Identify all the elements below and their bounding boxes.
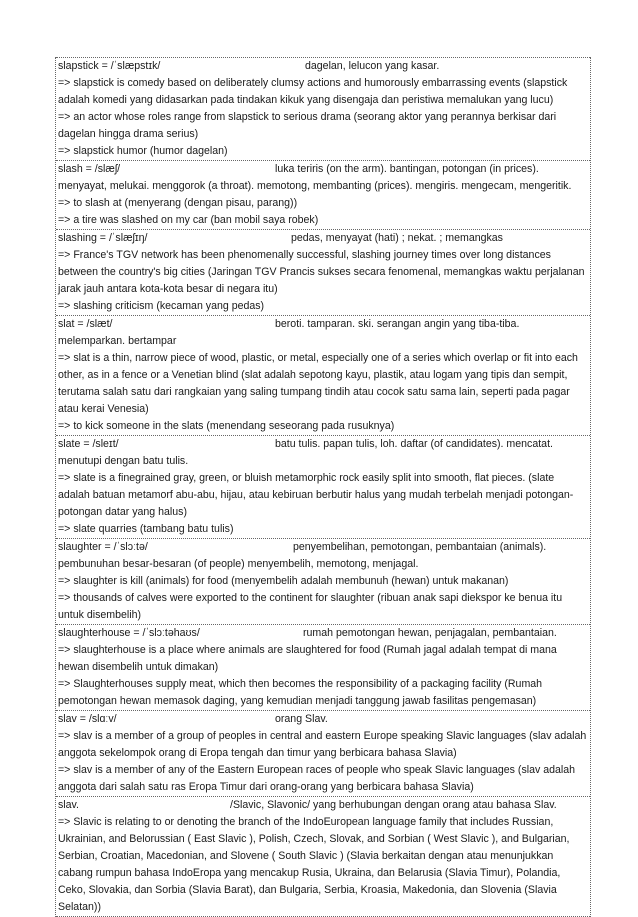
entry-gloss: penyembelihan, pemotongan, pembantaian (animals). [293, 541, 547, 553]
entry-term: slaughter = /ˈslɔːtə/ [58, 541, 148, 553]
dictionary-entry [56, 315, 590, 435]
entry-term: slash = /slæʃ/ [58, 163, 121, 175]
entry-headword-row [58, 797, 588, 814]
example-sentence: => slapstick humor (humor dagelan) [58, 145, 228, 157]
entry-term: slav = /slɑːv/ [58, 713, 117, 725]
entry-headword-row [58, 711, 588, 728]
entry-headword-row [58, 230, 588, 247]
entry-headword-row [58, 161, 588, 178]
entry-headword-row [58, 436, 588, 453]
example-sentence: => Slaughterhouses supply meat, which then becomes the responsibility of a packaging facility (Rumah pemotongan hewan memasok daging, yang kemudian menjadi tanggung jawab fasilitas pengemasan) [58, 678, 543, 707]
entry-gloss: pedas, menyayat (hati) ; nekat. ; memangkas [291, 232, 503, 244]
dictionary-entry [56, 624, 590, 710]
dictionary-entry [56, 538, 590, 624]
example-sentence: => Slavic is relating to or denoting the branch of the IndoEuropean language family that includes Russian, Ukrainian, and Belorussian ( East Slavic ), Polish, Czech, Slovak, and Sorbian ( West Slavic ), and Bulgarian, Serbian, Croatian, Macedonian, and Slovene ( South Slavic ) (Slavia berkaitan dengan atau menunjukkan cabang rumpun bahasa IndoEropa yang mencakup Rusia, Ukraina, dan Belarusia (Slavia Timur), Polandia, Ceko, Slovakia, dan Sorbia (Slavia Barat), dan Bulgaria, Serbia, Kroasia, Makedonia, dan Slovenia (Slavia Selatan)) [58, 816, 570, 913]
example-sentence: => slashing criticism (kecaman yang pedas) [58, 300, 265, 312]
example-sentence: => to kick someone in the slats (menendang seseorang pada rusuknya) [58, 420, 395, 432]
entry-headword-row [58, 539, 588, 556]
example-sentence: => slaughterhouse is a place where animals are slaughtered for food (Rumah jagal adalah tempat di mana hewan disembelih untuk dimakan) [58, 644, 557, 673]
entry-term: slat = /slæt/ [58, 318, 113, 330]
example-sentence: => slat is a thin, narrow piece of wood, plastic, or metal, especially one of a series which overlap or fit into each other, as in a fence or a Venetian blind (slat adalah sepotong kayu, plastik, atau logam yang tipis dan sempit, terutama salah satu dari rangkaian yang saling tumpang tindih atau cocok satu sama lain, seperti pada pagar atau kerai Venesia) [58, 352, 578, 415]
entry-gloss: /Slavic, Slavonic/ yang berhubungan dengan orang atau bahasa Slav. [230, 799, 557, 811]
entry-headword-row [58, 316, 588, 333]
entry-term: slapstick = /ˈslæpstɪk/ [58, 60, 161, 72]
entry-gloss: rumah pemotongan hewan, penjagalan, pembantaian. [303, 627, 557, 639]
example-sentence: => a tire was slashed on my car (ban mobil saya robek) [58, 214, 319, 226]
entry-gloss: batu tulis. papan tulis, loh. daftar (of candidates). mencatat. [275, 438, 553, 450]
entry-gloss: orang Slav. [275, 713, 328, 725]
dictionary-entry [56, 710, 590, 796]
entry-term: slate = /sleɪt/ [58, 438, 119, 450]
dictionary-entry [56, 435, 590, 538]
entry-gloss-continued: menyayat, melukai. menggorok (a throat). memotong, membanting (prices). mengiris. mengecam, mengeritik. [58, 180, 572, 192]
entry-term: slaughterhouse = /ˈslɔːtəhaʊs/ [58, 627, 200, 639]
example-sentence: => an actor whose roles range from slapstick to serious drama (seorang aktor yang perannya berkisar dari dagelan hingga drama serius) [58, 111, 557, 140]
entry-headword-row [58, 58, 588, 75]
entry-gloss: dagelan, lelucon yang kasar. [305, 60, 440, 72]
example-sentence: => slav is a member of a group of peoples in central and eastern Europe speaking Slavic languages (slav adalah anggota sekelompok orang di Eropa tengah dan timur yang berbicara bahasa Slavia) [58, 730, 587, 759]
example-sentence: => slav is a member of any of the Eastern European races of people who speak Slavic languages (slav adalah anggota dari salah satu ras Eropa Timur dari orang-orang yang berbicara bahasa Slavia) [58, 764, 576, 793]
example-sentence: => slaughter is kill (animals) for food (menyembelih adalah membunuh (hewan) untuk makanan) [58, 575, 509, 587]
example-sentence: => France's TGV network has been phenomenally successful, slashing journey times over long distances between the country's big cities (Jaringan TGV Prancis sukses secara fenomenal, memangkas waktu perjalanan jarak jauh antara kota-kota besar di negara itu) [58, 249, 585, 295]
dictionary-entry [56, 229, 590, 315]
dictionary-entry [56, 160, 590, 229]
example-sentence: => to slash at (menyerang (dengan pisau, parang)) [58, 197, 298, 209]
dictionary-entry [56, 796, 590, 917]
example-sentence: => thousands of calves were exported to the continent for slaughter (ribuan anak sapi diekspor ke benua itu untuk disembelih) [58, 592, 563, 621]
example-sentence: => slapstick is comedy based on deliberately clumsy actions and humorously embarrassing events (slapstick adalah komedi yang didasarkan pada tindakan kikuk yang disengaja dan peristiwa memalukan yang lucu) [58, 77, 568, 106]
entry-term: slav. [58, 799, 79, 811]
entry-gloss-continued: melemparkan. bertampar [58, 335, 177, 347]
dictionary-entry [56, 57, 590, 160]
example-sentence: => slate quarries (tambang batu tulis) [58, 523, 234, 535]
entry-gloss-continued: pembunuhan besar-besaran (of people) menyembelih, memotong, menjagal. [58, 558, 419, 570]
entry-gloss-continued: menutupi dengan batu tulis. [58, 455, 189, 467]
entry-term: slashing = /ˈslæʃɪŋ/ [58, 232, 148, 244]
dictionary-page [55, 57, 591, 917]
example-sentence: => slate is a finegrained gray, green, or bluish metamorphic rock easily split into smooth, flat pieces. (slate adalah batuan metamorf abu-abu, hijau, atau kebiruan berbutir halus yang mudah terbelah menjadi potongan-potongan datar yang halus) [58, 472, 574, 518]
entry-gloss: beroti. tamparan. ski. serangan angin yang tiba-tiba. [275, 318, 520, 330]
entry-gloss: luka teriris (on the arm). bantingan, potongan (in prices). [275, 163, 539, 175]
entry-headword-row [58, 625, 588, 642]
